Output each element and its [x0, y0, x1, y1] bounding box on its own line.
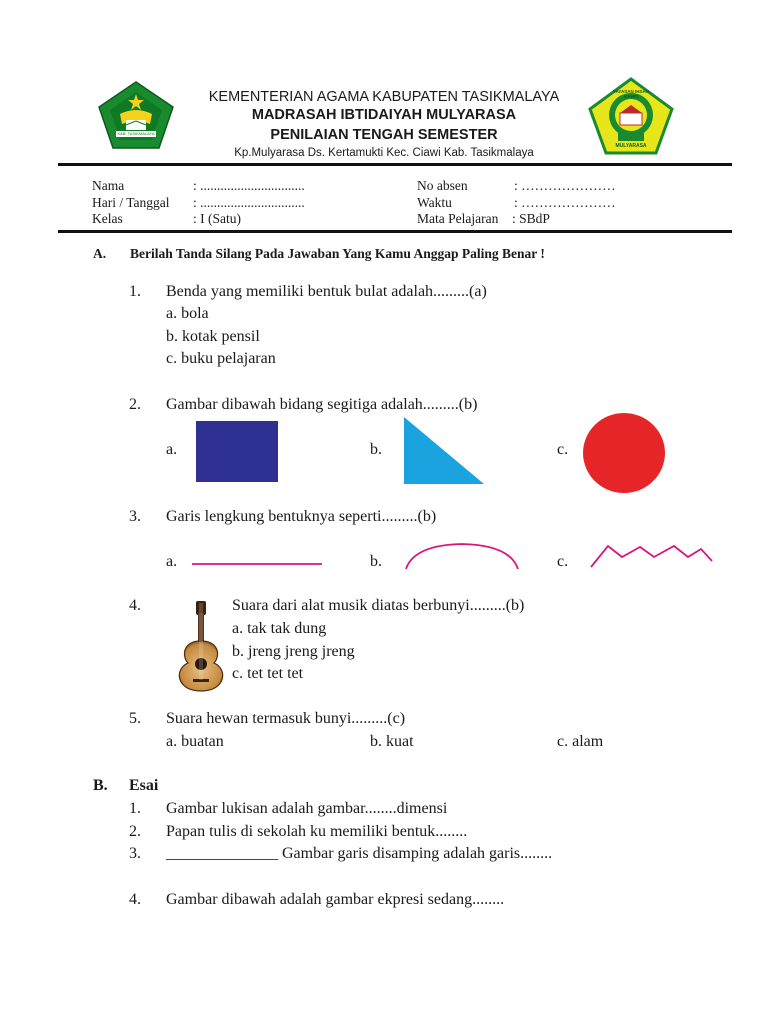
essay-3-text: ______________ Gambar garis disamping adalah garis........	[166, 845, 553, 862]
school-logo-top-text: YAYASAN IHSAN KAHFI	[612, 89, 649, 99]
question-4-option-a[interactable]: a. tak tak dung	[232, 620, 327, 637]
waktu-field[interactable]: : …………………	[514, 195, 616, 210]
question-2-number: 2.	[129, 396, 141, 413]
school-address: Kp.Mulyarasa Ds. Kertamukti Kec. Ciawi Kab. Tasikmalaya	[234, 147, 534, 159]
question-1-option-a[interactable]: a. bola	[166, 305, 209, 322]
question-3-text: Garis lengkung bentuknya seperti.........(b)	[166, 508, 437, 525]
essay-3-number: 3.	[129, 845, 141, 862]
nama-label: Nama	[92, 178, 125, 193]
waktu-label: Waktu	[417, 195, 452, 210]
question-3-option-a[interactable]: a.	[166, 553, 178, 570]
absen-label: No absen	[417, 178, 468, 193]
hari-field[interactable]: : ...............................	[193, 195, 305, 210]
question-5-text: Suara hewan termasuk bunyi.........(c)	[166, 710, 406, 727]
question-2-text: Gambar dibawah bidang segitiga adalah.........(b)	[166, 396, 478, 413]
question-1-option-c[interactable]: c. buku pelajaran	[166, 350, 276, 367]
guitar-image	[170, 601, 232, 693]
section-b-letter: B.	[93, 777, 108, 794]
exam-title: PENILAIAN TENGAH SEMESTER	[270, 127, 498, 143]
ministry-title: KEMENTERIAN AGAMA KABUPATEN TASIKMALAYA	[208, 89, 560, 105]
essay-4-text: Gambar dibawah adalah gambar ekpresi sedang........	[166, 891, 505, 908]
question-3-number: 3.	[129, 508, 141, 525]
school-logo	[588, 77, 674, 155]
question-4-option-b[interactable]: b. jreng jreng jreng	[232, 643, 355, 660]
question-3-option-c[interactable]: c.	[557, 553, 569, 570]
question-4-number: 4.	[129, 597, 141, 614]
question-5-option-b[interactable]: b. kuat	[370, 733, 414, 750]
circle-shape	[583, 413, 665, 493]
question-5-option-a[interactable]: a. buatan	[166, 733, 224, 750]
straight-line	[192, 561, 322, 567]
school-name: MADRASAH IBTIDAIYAH MULYARASA	[251, 107, 517, 123]
mapel-label: Mata Pelajaran	[417, 211, 499, 226]
section-b-title: Esai	[129, 777, 159, 794]
question-5-number: 5.	[129, 710, 141, 727]
section-a-instruction: Berilah Tanda Silang Pada Jawaban Yang Kamu Anggap Paling Benar !	[130, 246, 545, 261]
kelas-value: : I (Satu)	[193, 211, 241, 226]
essay-1-number: 1.	[129, 800, 141, 817]
essay-2-number: 2.	[129, 823, 141, 840]
kelas-label: Kelas	[92, 211, 123, 226]
essay-4-number: 4.	[129, 891, 141, 908]
section-a-letter: A.	[93, 246, 107, 261]
triangle-shape	[403, 417, 485, 485]
nama-field[interactable]: : ...............................	[193, 178, 305, 193]
question-4-text: Suara dari alat musik diatas berbunyi.........(b)	[232, 597, 525, 614]
ministry-logo-text: KAB. TASIKMALAYA	[117, 131, 155, 136]
zigzag-line	[590, 543, 714, 569]
mapel-value: : SBdP	[512, 211, 550, 226]
info-divider	[58, 230, 732, 233]
ministry-logo	[96, 80, 176, 150]
question-2-option-b[interactable]: b.	[370, 441, 382, 458]
question-5-option-c[interactable]: c. alam	[557, 733, 604, 750]
question-2-option-c[interactable]: c.	[557, 441, 569, 458]
hari-label: Hari / Tanggal	[92, 195, 170, 210]
absen-field[interactable]: : …………………	[514, 178, 616, 193]
essay-1-text: Gambar lukisan adalah gambar........dimensi	[166, 800, 448, 817]
question-2-option-a[interactable]: a.	[166, 441, 178, 458]
question-4-option-c[interactable]: c. tet tet tet	[232, 665, 304, 682]
header-divider	[58, 163, 732, 166]
school-logo-bottom-text: MULYARASA	[615, 143, 647, 149]
question-3-option-b[interactable]: b.	[370, 553, 382, 570]
question-1-number: 1.	[129, 283, 141, 300]
question-1-option-b[interactable]: b. kotak pensil	[166, 328, 260, 345]
essay-2-text: Papan tulis di sekolah ku memiliki bentuk........	[166, 823, 468, 840]
curved-line	[404, 541, 520, 571]
square-shape	[196, 421, 278, 482]
question-1-text: Benda yang memiliki bentuk bulat adalah.........(a)	[166, 283, 487, 300]
